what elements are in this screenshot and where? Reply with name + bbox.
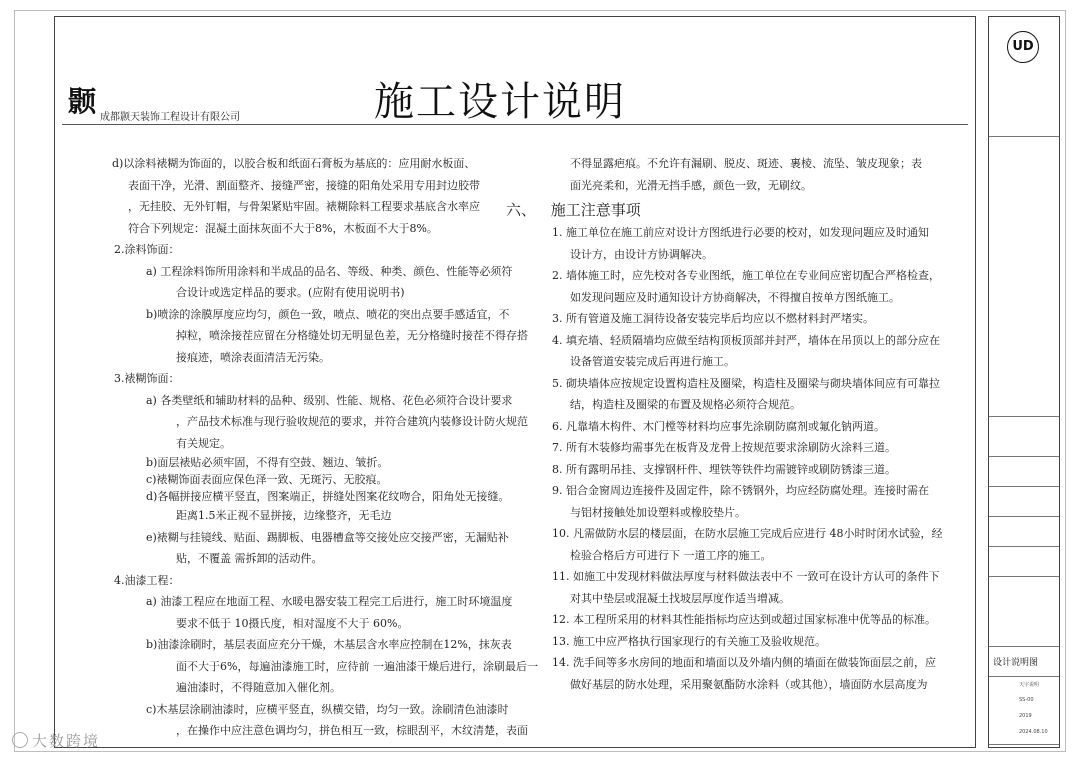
text-line: 要求不低于 10摄氏度，相对湿度不大于 60%。 (176, 616, 409, 630)
tb-drawing-name-cell (989, 647, 1059, 677)
section-title: 施工注意事项 (550, 201, 641, 219)
title-block-field: 2019 (1019, 713, 1032, 719)
text-line: 3.裱糊饰面： (114, 372, 180, 385)
tb-cell (989, 517, 1059, 547)
company-logo (62, 82, 238, 124)
text-line: 13. 施工中应严格执行国家现行的有关施工及验收规范。 (552, 634, 826, 648)
text-line: 4. 填充墙、轻质隔墙均应做至结构顶板顶部并封严，墙体在吊顶以上的部分应在 (552, 333, 940, 347)
text-line: 不得显露疤痕。不允许有漏刷、脱皮、斑迹、裹棱、流坠、皱皮现象；表 (570, 157, 922, 170)
left-column (104, 153, 538, 742)
tb-cell (989, 417, 1059, 457)
watermark-icon (12, 732, 28, 748)
text-line: 设计方，由设计方协调解决。 (570, 247, 713, 261)
title-divider (62, 124, 968, 125)
text-line: e)裱糊与挂镜线、贴面、踢脚板、电器槽盒等交接处应交接严密，无漏贴补 (146, 530, 509, 544)
text-line: 结，构造柱及圈梁的布置及规格必须符合规范。 (570, 398, 801, 411)
text-line: d)以涂料裱糊为饰面的，以胶合板和纸面石膏板为基底的：应用耐水板面、 (112, 157, 476, 170)
text-line: 5. 砌块墙体应按规定设置构造柱及圈梁，构造柱及圈梁与砌块墙体间应有可靠拉 (552, 376, 940, 390)
text-line: 7. 所有木装修均需事先在板背及龙骨上按规范要求涂刷防火涂料三道。 (552, 441, 896, 454)
text-line: 距离1.5米正视不显拼接，边缘整齐，无毛边 (176, 509, 392, 522)
text-line: 2.涂料饰面： (114, 243, 180, 256)
text-line: c)裱糊饰面表面应保色泽一致、无斑污、无胶痕。 (146, 473, 388, 486)
text-line: 如发现问题应及时通知设计方协商解决，不得擅自按单方图纸施工。 (570, 290, 900, 304)
title-block (988, 16, 1060, 748)
company-name: 成都颢天装饰工程设计有限公司 (100, 112, 240, 123)
watermark (12, 730, 100, 751)
text-line: ，产品技术标准与现行验收规范的要求，并符合建筑内装修设计防火规范 (176, 415, 528, 428)
text-line: 表面干净，光滑、割面整齐、接缝严密，接缝的阳角处采用专用封边胶带 (128, 178, 480, 192)
text-line: 面不大于6%，每遍油漆施工时，应待前 一遍油漆干燥后进行，涂刷最后一 (176, 659, 538, 673)
text-line: 14. 洗手间等多水房间的地面和墙面以及外墙内侧的墙面在做装饰面层之前，应 (552, 656, 936, 669)
text-line: 9. 铝合金窗周边连接件及固定件，除不锈钢外，均应经防腐处理。连接时需在 (552, 484, 929, 497)
logo-mark: 颢 (67, 85, 96, 118)
text-line: 遍油漆时，不得随意加入催化剂。 (176, 681, 341, 694)
text-line: 对其中垫层或混凝土找坡层厚度作适当增减。 (570, 591, 790, 605)
text-line: 8. 所有露明吊挂、支撑钢杆件、埋铁等铁件均需镀锌或刷防锈漆三道。 (552, 462, 896, 476)
right-column (506, 153, 943, 695)
drawing-name: 设计说明图 (993, 658, 1039, 668)
text-line: 12. 本工程所采用的材料其性能指标均应达到或超过国家标准中优等品的标准。 (552, 613, 936, 626)
text-line: 与铝材接触处加设塑料或橡胶垫片。 (570, 505, 746, 519)
title-block-field: 天宇说明 (1019, 682, 1040, 688)
tb-cell (989, 487, 1059, 517)
text-line: 有关规定。 (176, 436, 231, 450)
text-line: 1. 施工单位在施工前应对设计方图纸进行必要的校对，如发现问题应及时通知 (552, 226, 929, 239)
text-line: 设备管道安装完成后再进行施工。 (570, 355, 735, 368)
page-title: 施工设计说明 (374, 79, 626, 125)
text-line: ，在操作中应注意色调均匀，拼色相互一致，棕眼刮平，木纹清楚，表面 (176, 724, 528, 737)
text-line: 11. 如施工中发现材料做法厚度与材料做法表中不 一致可在设计方认可的条件下 (552, 570, 940, 583)
text-line: ，无挂胶、无外钉帽，与骨架紧贴牢固。裱糊除料工程要求基底含水率应 (128, 200, 480, 213)
text-line: a) 各类壁纸和辅助材料的品种、级别、性能、规格、花色必须符合设计要求 (146, 393, 513, 407)
text-line: d)各幅拼接应横平竖直，图案端正，拼缝处图案花纹吻合，阳角处无接缝。 (146, 490, 510, 503)
tb-cell (989, 547, 1059, 577)
ud-logo-icon: UD (1007, 31, 1039, 63)
text-line: a) 油漆工程应在地面工程、水暖电器安装工程完工后进行，施工时环境温度 (146, 595, 513, 608)
text-line: a) 工程涂料饰所用涂料和半成品的品名、等级、种类、颜色、性能等必须符 (146, 264, 513, 278)
text-line: 检验合格后方可进行下 一道工序的施工。 (570, 548, 772, 562)
tb-logo-cell (989, 17, 1059, 137)
text-line: 合设计或选定样品的要求。(应附有使用说明书) (176, 286, 405, 299)
tb-cell (989, 457, 1059, 487)
section-number: 六、 (506, 201, 537, 219)
text-line: 面光亮柔和，光滑无挡手感，颜色一致，无刷纹。 (570, 178, 812, 192)
watermark-text: 大数跨境 (32, 732, 101, 750)
text-line: 接痕迹，喷涂表面清洁无污染。 (176, 350, 330, 364)
text-line: 做好基层的防水处理，采用聚氨酯防水涂料（或其他），墙面防水层高度为 (570, 677, 928, 691)
text-line: c)木基层涂刷油漆时，应横平竖直，纵横交错，均匀一致。涂刷清色油漆时 (146, 702, 509, 716)
text-line: b)喷涂的涂膜厚度应均匀，颜色一致，喷点、喷花的突出点要手感适宜，不 (146, 307, 510, 321)
section-six-heading (506, 198, 926, 222)
tb-rows-cell (989, 677, 1059, 745)
title-block-field: SS-00 (1019, 697, 1034, 703)
text-line: 3. 所有管道及施工洞待设备安装完毕后均应以不燃材料封严堵实。 (552, 312, 874, 325)
tb-cell (989, 577, 1059, 647)
text-line: b)油漆涂刷时，基层表面应充分干燥，木基层含水率应控制在12%，抹灰表 (146, 638, 512, 651)
text-line: 贴，不覆盖 需拆卸的活动件。 (176, 552, 323, 565)
text-line: 掉粒，喷涂接茬应留在分格缝处切无明显色差，无分格缝时接茬不得存搭 (176, 329, 528, 342)
text-line: b)面层裱贴必须牢固，不得有空鼓、翘边、皱折。 (146, 456, 389, 469)
text-line: 6. 凡靠墙木构件、木门樘等材料均应事先涂刷防腐剂或氟化钠两道。 (552, 419, 885, 433)
text-line: 10. 凡需做防水层的楼层面，在防水层施工完成后应进行 48小时时闭水试验，经 (552, 527, 943, 540)
text-line: 2. 墙体施工时，应先校对各专业图纸，施工单位在专业间应密切配合严格检查， (552, 269, 940, 282)
text-line: 4.油漆工程： (114, 573, 180, 587)
text-line: 符合下列规定：混凝土面抹灰面不大于8%，木板面不大于8%。 (128, 221, 438, 235)
tb-notes-cell (989, 137, 1059, 417)
title-block-field: 2024.08.10 (1019, 729, 1048, 735)
